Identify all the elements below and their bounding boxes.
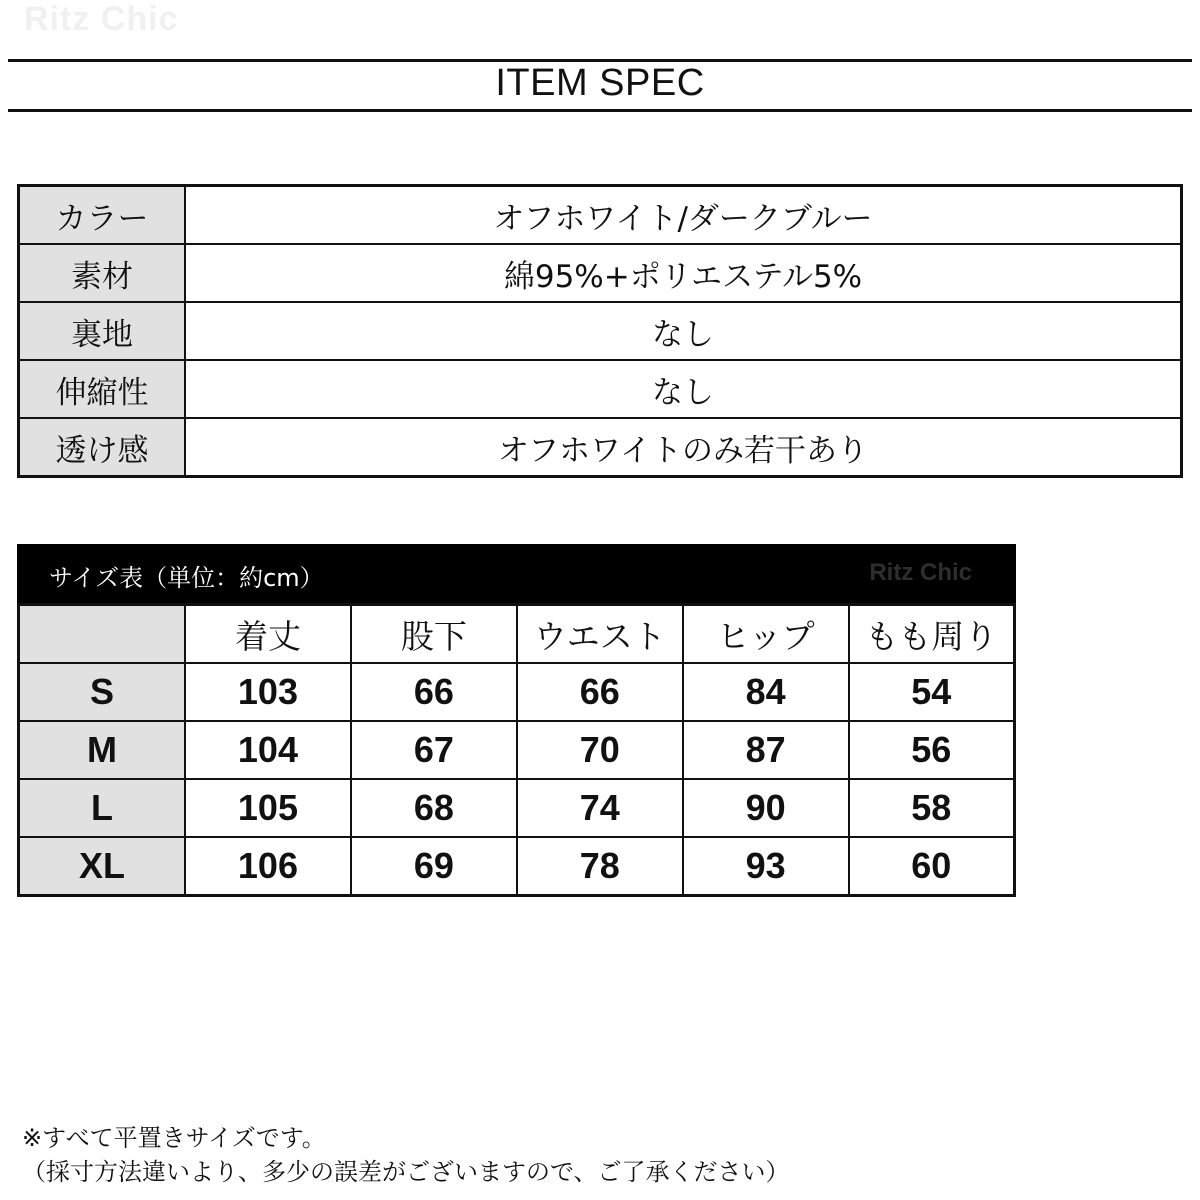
- page-title: ITEM SPEC: [495, 62, 705, 104]
- size-cell: 60: [849, 837, 1015, 896]
- size-cell: 84: [683, 663, 849, 721]
- size-column-header: ウエスト: [517, 605, 683, 664]
- size-cell: 66: [351, 663, 517, 721]
- size-column-header: 着丈: [185, 605, 351, 664]
- size-cell: 58: [849, 779, 1015, 837]
- spec-label: 透け感: [19, 418, 186, 477]
- spec-value: オフホワイト/ダークブルー: [185, 186, 1182, 245]
- size-row-xl: [19, 837, 1015, 896]
- size-cell: 78: [517, 837, 683, 896]
- size-cell: 104: [185, 721, 351, 779]
- size-cell: 74: [517, 779, 683, 837]
- footnote-tolerance: （採寸方法違いより、多少の誤差がございますので、ご了承ください）: [22, 1158, 790, 1186]
- size-header-corner: [19, 605, 186, 664]
- footnote-flat-measure: ※すべて平置きサイズです。: [22, 1124, 326, 1152]
- size-label: L: [19, 779, 186, 837]
- spec-value: なし: [185, 302, 1182, 360]
- size-cell: 67: [351, 721, 517, 779]
- spec-value: 綿95%+ポリエステル5%: [185, 244, 1182, 302]
- spec-label: 素材: [19, 244, 186, 302]
- size-cell: 105: [185, 779, 351, 837]
- item-spec-table: [17, 184, 1183, 478]
- spec-label: カラー: [19, 186, 186, 245]
- spec-row-sheerness: [19, 418, 1182, 477]
- size-label: XL: [19, 837, 186, 896]
- size-cell: 70: [517, 721, 683, 779]
- title-bottom-rule: [8, 109, 1192, 112]
- size-table: [17, 603, 1016, 897]
- size-cell: 87: [683, 721, 849, 779]
- size-cell: 106: [185, 837, 351, 896]
- size-table-brand: Ritz Chic: [869, 559, 972, 586]
- size-row-l: [19, 779, 1015, 837]
- size-cell: 68: [351, 779, 517, 837]
- size-cell: 93: [683, 837, 849, 896]
- size-cell: 56: [849, 721, 1015, 779]
- size-label: S: [19, 663, 186, 721]
- brand-logo-faint: Ritz Chic: [24, 0, 179, 38]
- size-cell: 54: [849, 663, 1015, 721]
- spec-label: 伸縮性: [19, 360, 186, 418]
- size-column-header: ヒップ: [683, 605, 849, 664]
- size-row-m: [19, 721, 1015, 779]
- spec-value: オフホワイトのみ若干あり: [185, 418, 1182, 477]
- size-cell: 66: [517, 663, 683, 721]
- size-table-caption: サイズ表（単位：約cm）: [49, 564, 324, 592]
- size-cell: 103: [185, 663, 351, 721]
- size-column-header: 股下: [351, 605, 517, 664]
- spec-row-stretch: [19, 360, 1182, 418]
- size-table-header-bar: [17, 544, 1016, 603]
- size-cell: 69: [351, 837, 517, 896]
- size-header-row: [19, 605, 1015, 664]
- spec-row-material: [19, 244, 1182, 302]
- size-label: M: [19, 721, 186, 779]
- spec-label: 裏地: [19, 302, 186, 360]
- size-column-header: もも周り: [849, 605, 1015, 664]
- spec-row-lining: [19, 302, 1182, 360]
- spec-value: なし: [185, 360, 1182, 418]
- size-row-s: [19, 663, 1015, 721]
- size-cell: 90: [683, 779, 849, 837]
- spec-row-color: [19, 186, 1182, 245]
